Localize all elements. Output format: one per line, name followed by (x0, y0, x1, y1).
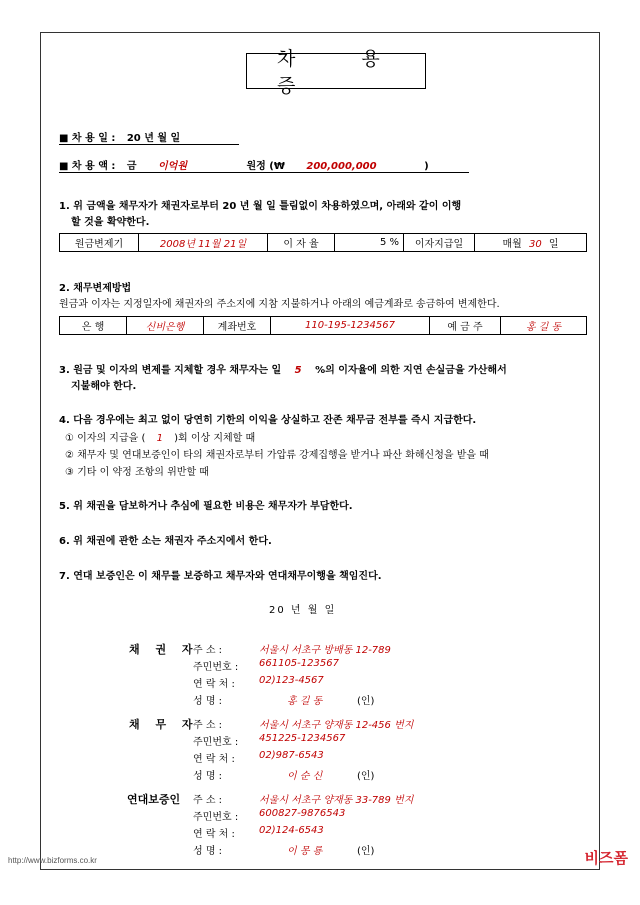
loan-date-row (59, 129, 239, 145)
creditor-role: 채 권 자 (129, 643, 199, 656)
loan-amount-prefix: 금 (126, 161, 137, 172)
guarantor-phone-label: 연 락 처 : (193, 829, 235, 840)
loan-amount-close: ) (424, 161, 429, 172)
guarantor-addr-label: 주 소 : (193, 795, 223, 806)
creditor-phone-label: 연 락 처 : (193, 679, 235, 690)
debtor-addr-label: 주 소 : (193, 720, 223, 731)
cell-bank-label: 은 행 (60, 317, 127, 335)
late-interest-rate: 5 (294, 365, 302, 376)
signature-date: 20 년 월 일 (269, 605, 337, 616)
guarantor-seal: (인) (357, 846, 375, 857)
footer-url[interactable]: http://www.bizforms.co.kr (8, 856, 97, 865)
debtor-rrn: 451225-1234567 (259, 733, 346, 744)
brand-logo: 비즈폼 (584, 849, 628, 867)
creditor-phone: 02)123-4567 (259, 675, 324, 686)
cell-interest-payday-value: 매월 30 일 (475, 234, 587, 252)
creditor-addr: 서울시 서초구 방배동 12-789 (259, 645, 391, 656)
section1-line2: 할 것을 확약한다. (71, 217, 150, 228)
guarantor-phone: 02)124-6543 (259, 825, 324, 836)
cell-interest-payday-label: 이자지급일 (404, 234, 475, 252)
section3-line2: 지불해야 한다. (71, 381, 137, 392)
section4-item2: ② 채무자 및 연대보증인이 타의 채권자로부터 가압류 강제집행을 받거나 파산 화해신청을 받을 때 (65, 450, 489, 461)
cell-account-value: 110-195-1234567 (271, 317, 430, 335)
cell-principal-due-value: 2008년 11월 21일 (139, 234, 268, 252)
creditor-rrn: 661105-123567 (259, 658, 339, 669)
cell-principal-due-label: 원금변제기 (60, 234, 139, 252)
loan-amount-digits: 200,000,000 (306, 161, 377, 172)
section7: 7. 연대 보증인은 이 채무를 보증하고 채무자와 연대채무이행을 책임진다. (59, 571, 382, 582)
loan-amount-row (59, 157, 469, 173)
guarantor-role: 연대보증인 (127, 793, 181, 806)
loan-amount-korean: 이억원 (158, 161, 187, 172)
creditor-addr-label: 주 소 : (193, 645, 223, 656)
section4-heading: 4. 다음 경우에는 최고 없이 당연히 기한의 이익을 상실하고 잔존 채무금 전부를 즉시 지급한다. (59, 415, 477, 426)
debtor-phone-label: 연 락 처 : (193, 754, 235, 765)
section6: 6. 위 채권에 관한 소는 채권자 주소지에서 한다. (59, 536, 272, 547)
cell-interest-rate-value: 5 % (335, 234, 404, 252)
creditor-seal: (인) (357, 696, 375, 707)
section1-line1: 1. 위 금액을 채무자가 채권자로부터 20 년 월 일 틀림없이 차용하였으며, 아래와 같이 이행 (59, 201, 462, 212)
section3-line1: 3. 원금 및 이자의 변제를 지체할 경우 채무자는 일 5 %의 이자율에 의한 지연 손실금을 가산해서 (59, 365, 507, 376)
guarantor-name-label: 성 명 : (193, 846, 223, 857)
guarantor-name: 이 몽 룡 (287, 846, 323, 857)
document-page (40, 32, 600, 870)
creditor-name-label: 성 명 : (193, 696, 223, 707)
section2-heading: 2. 채무변제방법 (59, 283, 132, 294)
cell-holder-value: 홍 길 동 (501, 317, 587, 335)
loan-date-label: ■ 차 용 일 : (59, 133, 116, 144)
guarantor-addr: 서울시 서초구 양재동 33-789 번지 (259, 795, 414, 806)
cell-holder-label: 예 금 주 (430, 317, 501, 335)
section4-item1: ① 이자의 지급을 ( 1 )회 이상 지체할 때 (65, 433, 256, 444)
debtor-rrn-label: 주민번호 : (193, 737, 239, 748)
loan-amount-won-label: 원정 (₩ (246, 161, 285, 172)
debtor-phone: 02)987-6543 (259, 750, 324, 761)
section5: 5. 위 채권을 담보하거나 추심에 필요한 비용은 채무자가 부담한다. (59, 501, 353, 512)
cell-bank-value: 신비은행 (127, 317, 204, 335)
debtor-addr: 서울시 서초구 양재동 12-456 번지 (259, 720, 414, 731)
creditor-rrn-label: 주민번호 : (193, 662, 239, 673)
debtor-seal: (인) (357, 771, 375, 782)
debtor-name-label: 성 명 : (193, 771, 223, 782)
guarantor-rrn: 600827-9876543 (259, 808, 346, 819)
debtor-name: 이 순 신 (287, 771, 323, 782)
loan-amount-label: ■ 차 용 액 : (59, 161, 116, 172)
cell-account-label: 계좌번호 (204, 317, 271, 335)
loan-date-value: 20 년 월 일 (126, 133, 181, 144)
bank-account-table (59, 316, 587, 335)
cell-interest-rate-label: 이 자 율 (268, 234, 335, 252)
guarantor-rrn-label: 주민번호 : (193, 812, 239, 823)
section4-item3: ③ 기타 이 약정 조항의 위반할 때 (65, 467, 209, 478)
section2-text: 원금과 이자는 지정일자에 채권자의 주소지에 지참 지불하거나 아래의 예금계좌로 송금하여 변제한다. (59, 299, 500, 310)
repayment-terms-table (59, 233, 587, 252)
creditor-name: 홍 길 동 (287, 696, 323, 707)
debtor-role: 채 무 자 (129, 718, 199, 731)
document-title: 차 용 증 (246, 53, 426, 89)
